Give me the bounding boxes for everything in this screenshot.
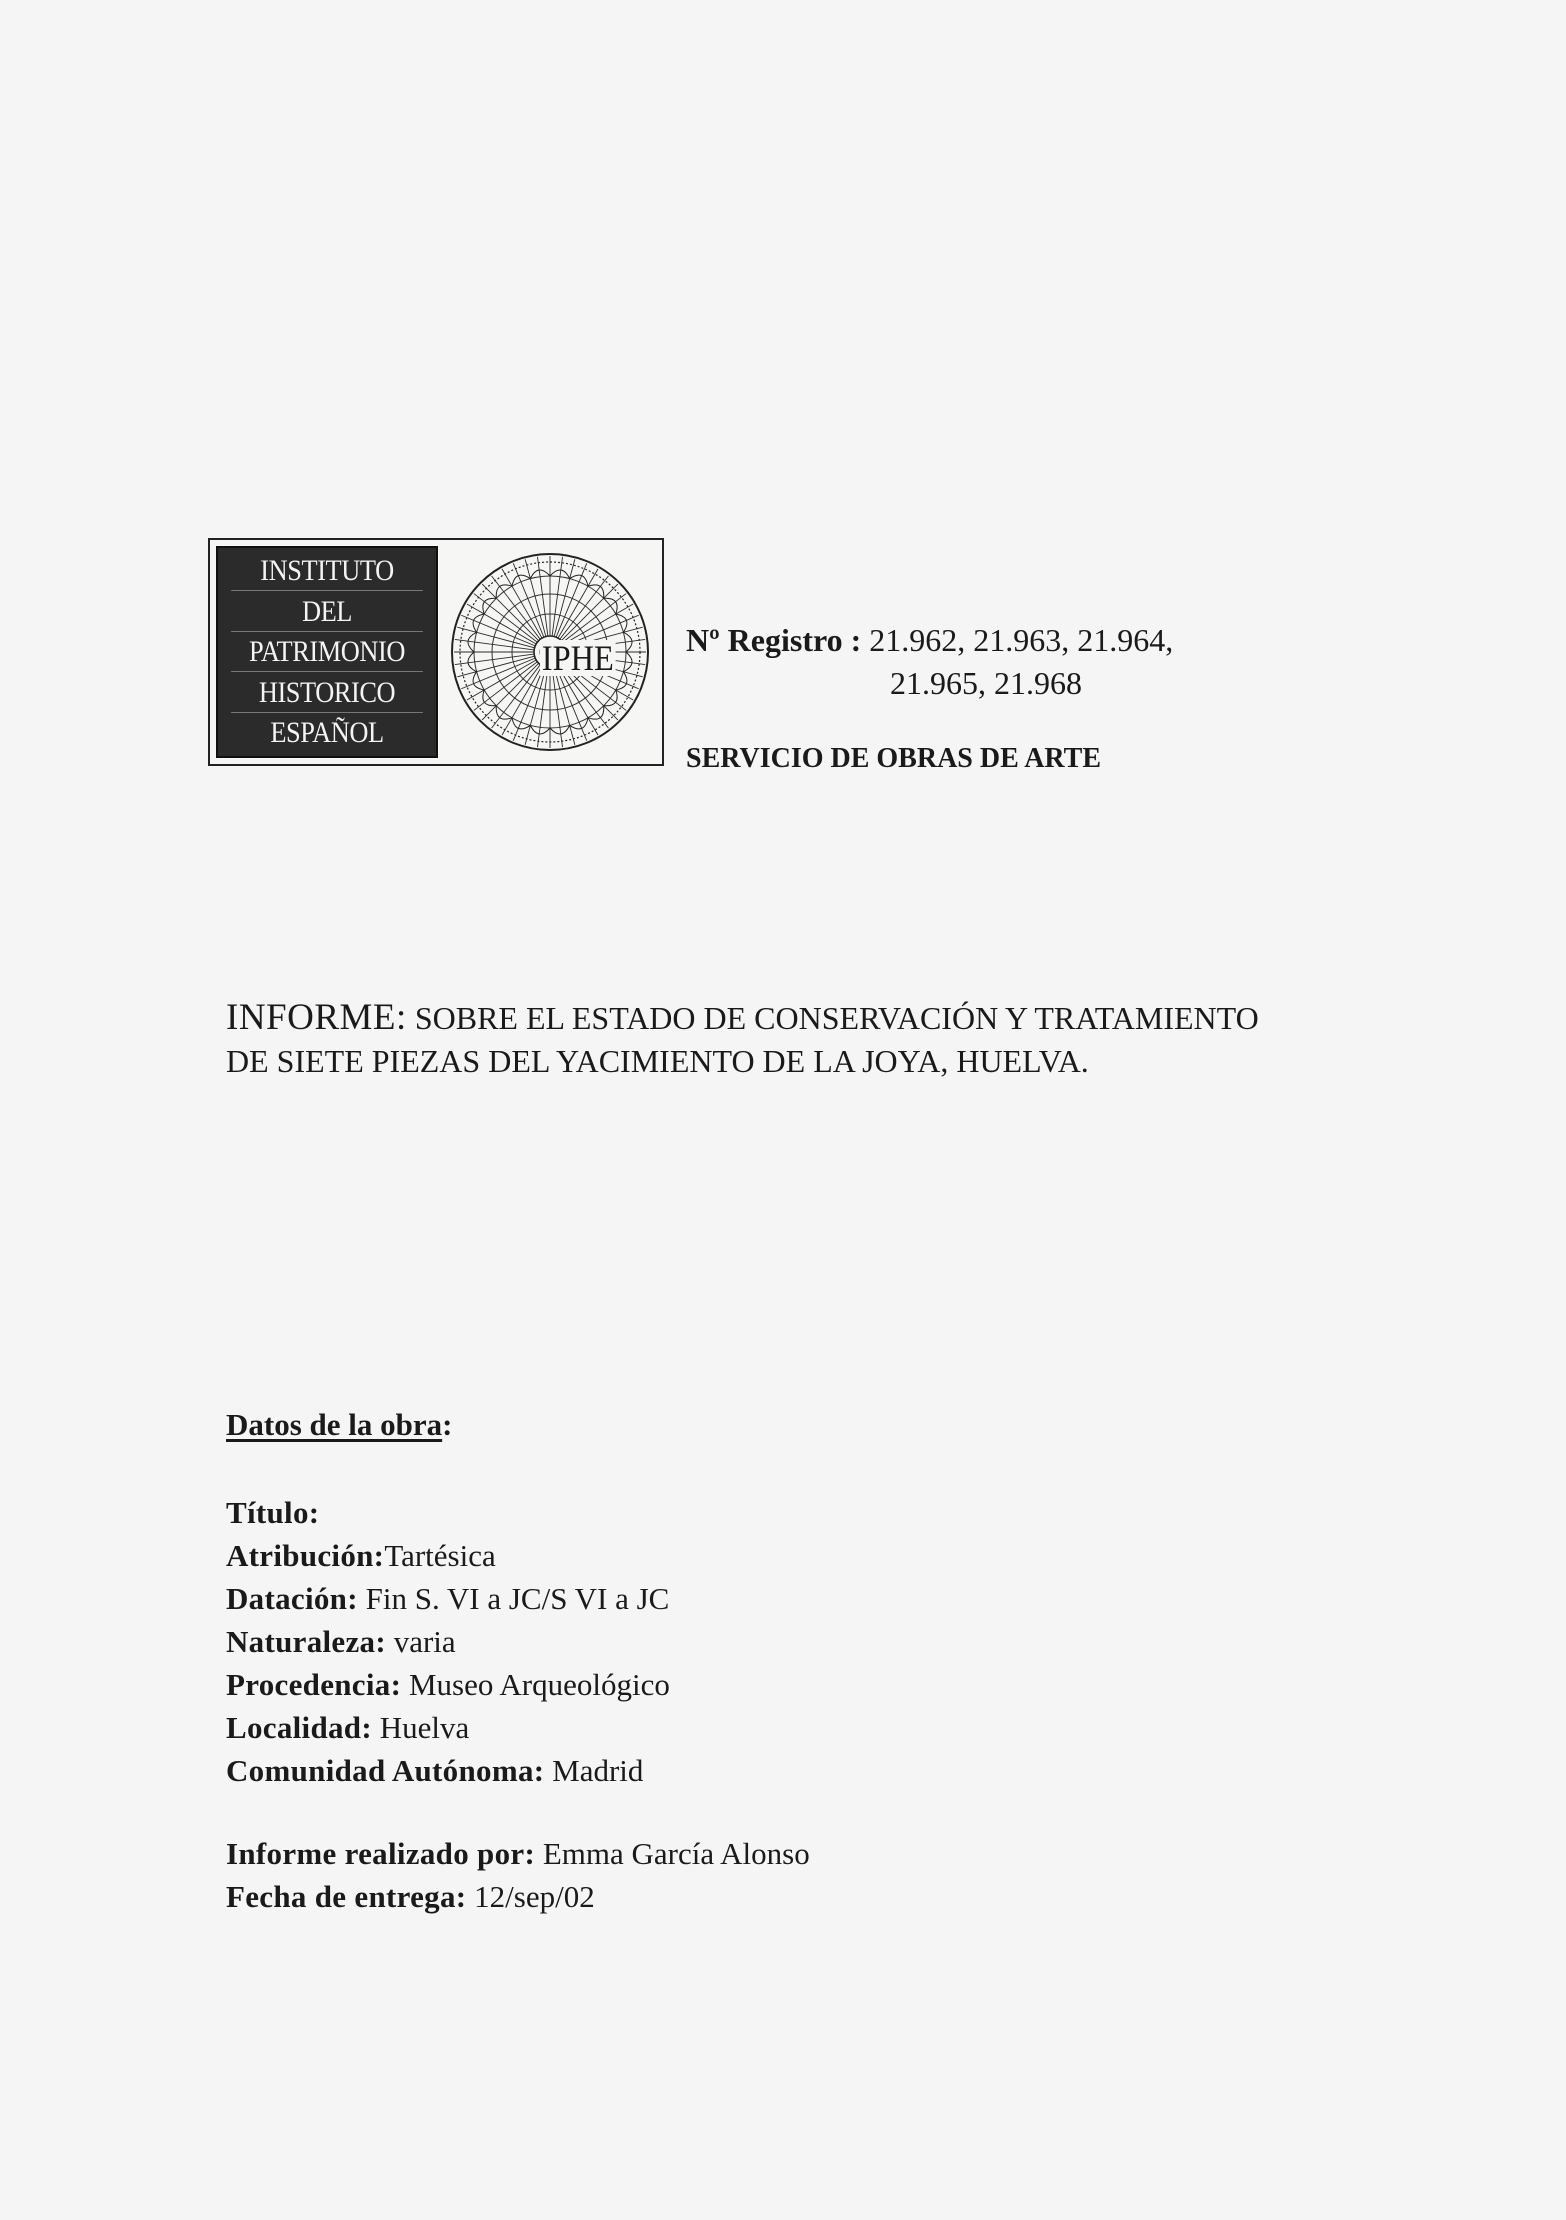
- field-value: varia: [393, 1624, 456, 1659]
- field-value: Emma García Alonso: [542, 1836, 810, 1871]
- logo-name-line: INSTITUTO: [231, 552, 423, 591]
- emblem-part: [560, 576, 609, 639]
- logo-institute-name: [216, 546, 438, 758]
- emblem-part: [461, 615, 535, 646]
- registry-number: [686, 620, 1173, 660]
- emblem-part: [474, 662, 537, 711]
- emblem-part: [492, 576, 541, 639]
- field-provenance: [226, 1663, 1326, 1706]
- field-value: Madrid: [552, 1753, 644, 1788]
- report-label: INFORME:: [226, 997, 407, 1038]
- field-nature: [226, 1620, 1326, 1663]
- work-data-fields: [226, 1491, 1326, 1918]
- work-data-heading-text: Datos de la obra: [226, 1407, 443, 1442]
- field-label: Fecha de entrega:: [226, 1879, 467, 1914]
- field-report-author: [226, 1832, 1326, 1875]
- field-label: Datación:: [226, 1581, 358, 1616]
- report-title: [226, 996, 1286, 1083]
- emblem-part: [461, 658, 535, 689]
- registry-numbers-line1: 21.962, 21.963, 21.964,: [869, 622, 1174, 658]
- emblem-part: [561, 584, 618, 641]
- logo-name-line: HISTORICO: [231, 674, 423, 713]
- logo-name-line: PATRIMONIO: [231, 633, 423, 672]
- registry-label: Nº Registro :: [686, 622, 862, 658]
- emblem-part: [474, 594, 537, 643]
- field-label: Título:: [226, 1495, 320, 1530]
- field-attribution: [226, 1534, 1326, 1577]
- field-label: Naturaleza:: [226, 1624, 386, 1659]
- field-dating: [226, 1577, 1326, 1620]
- logo-name-line: ESPAÑOL: [270, 716, 384, 749]
- work-data-heading-colon: :: [442, 1407, 453, 1442]
- field-spacer: [226, 1792, 1326, 1832]
- registry-numbers-line2: 21.965, 21.968: [890, 665, 1082, 701]
- field-locality: [226, 1706, 1326, 1749]
- emblem-part: [563, 594, 626, 643]
- emblem-part: [513, 667, 544, 741]
- field-value: Tartésica: [384, 1538, 496, 1573]
- emblem-part: [556, 563, 587, 637]
- service-name: SERVICIO DE OBRAS DE ARTE: [686, 743, 1102, 774]
- emblem-part: [513, 563, 544, 637]
- work-data-heading: [226, 1405, 452, 1445]
- field-value: Huelva: [379, 1710, 470, 1745]
- emblem-part: [482, 584, 539, 641]
- emblem-part: [492, 665, 541, 728]
- field-delivery-date: [226, 1875, 1326, 1918]
- report-subject: SOBRE EL ESTADO DE CONSERVACIÓN Y TRATAMIENTO DE SIETE PIEZAS DEL YACIMIENTO DE LA JOYA, HUELVA.: [226, 1000, 1259, 1079]
- field-label: Procedencia:: [226, 1667, 402, 1702]
- field-value: Museo Arqueológico: [408, 1667, 670, 1702]
- field-value: 12/sep/02: [474, 1879, 595, 1914]
- field-label: Atribución:: [226, 1538, 385, 1573]
- logo-name-line: DEL: [231, 593, 423, 632]
- field-autonomous-community: [226, 1749, 1326, 1792]
- logo-acronym: IPHE: [541, 638, 614, 678]
- field-label: Comunidad Autónoma:: [226, 1753, 545, 1788]
- field-label: Informe realizado por:: [226, 1836, 536, 1871]
- iphe-logo: [208, 538, 664, 766]
- field-value: Fin S. VI a JC/S VI a JC: [365, 1581, 670, 1616]
- field-title: [226, 1491, 1326, 1534]
- emblem-part: [482, 663, 539, 720]
- field-label: Localidad:: [226, 1710, 372, 1745]
